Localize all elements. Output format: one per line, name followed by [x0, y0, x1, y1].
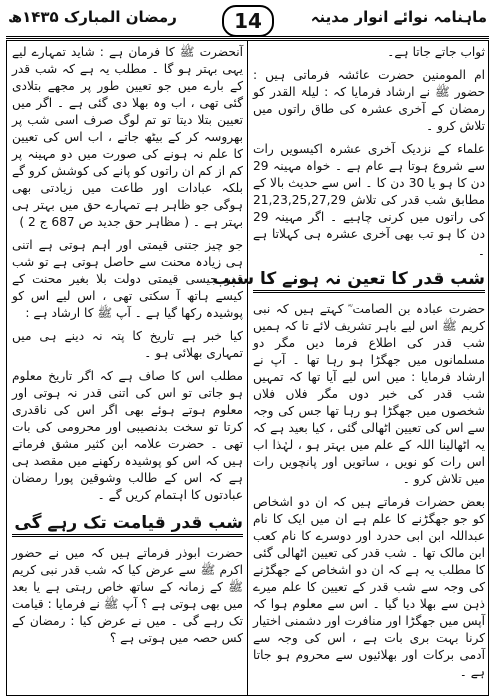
- left-paragraph-1: آنحضرت ﷺ کا فرمان ہے : شاید تمہارے لیے یہی بہتر ہو گا ۔ مطلب یہ ہے کہ شب قدر کے بارے میں جو تعیین طور پر مجھے بتلادی گئی تھی ، اب وہ بھلا دی گئی ہے ۔ اگر میں تعیین بتلا دیتا تو تم لوگ صرف اسی شب پر بھروسہ کر کے بیٹھ جاتے ، اب اس کی تعیین کا علم نہ ہونے کی صورت میں دو مہینہ پر کم از کم ان راتوں کو پانے کی کوشش کرو گے بلکہ عبادات اور طاعت میں زیادتی بھی ہوگی جو ظاہر ہے تمہارے حق میں بہتر ہی بہتر ہے ۔ ( مظاہر حق جدید ص 687 ج 2 ): [12, 45, 243, 229]
- right-paragraph-4: بعض حضرات فرماتے ہیں کہ ان دو اشخاص کو جو جھگڑنے کا علم ہے ان میں ایک کا نام عبداللہ ابن ابی حدرد اور دوسرے کا نام کعب ابن مالک تھا ۔ شب قدر کی تعیین اٹھالی گئی کا مطلب یہ ہے کہ ان دو اشخاص کے جھگڑنے کی وجہ سے شب قدر کے تعیین کا علم میرے ذہن سے بھلا دیا گیا ۔ اس سے معلوم ہوا کہ آپس میں جھگڑا اور منافرت اور دشمنی اختیار کرنا بہت بری بات ہے ، اس کی وجہ سے آدمی برکات اور بھلائیوں سے محروم ہو جاتا ہے ۔: [253, 495, 485, 679]
- left-column: [12, 44, 243, 692]
- section-heading-until-qiyamat: شب قدر قیامت تک رہے گی: [12, 512, 243, 537]
- left-paragraph-2: جو چیز جتنی قیمتی اور اہم ہوتی ہے اتنی ہی زیادہ محنت سے حاصل ہوتی ہے تو شب قدر جیسی قیمتی دولت بلا بغیر محنت کے کیسے ہاتھ آ سکتی تھی ، اس لیے اس کو پوشیدہ رکھا گیا ہے ۔ آپ ﷺ کا ارشاد ہے :: [12, 238, 243, 320]
- right-paragraph-1: ام المومنین حضرت عائشہ فرماتی ہیں : حضور ﷺ نے ارشاد فرمایا کہ : لیلۃ القدر کو رمضان کے آخری عشرہ کی طاق راتوں میں تلاش کرو ۔: [253, 68, 485, 133]
- magazine-title: ماہنامہ نوائے انوار مدینہ: [310, 8, 487, 26]
- left-paragraph-3: کیا خبر ہے تاریخ کا پتہ نہ دینے ہی میں تمہاری بھلائی ہو ۔: [12, 329, 243, 360]
- header-rule: [6, 36, 489, 39]
- right-paragraph-3: حضرت عبادہ بن الصامت ؓ کہتے ہیں کہ نبی کریم ﷺ اس لیے باہر تشریف لائے تا کہ ہمیں شب قدر کی اطلاع فرما دیں مگر دو مسلمانوں میں جھگڑا ہو رہا تھا ۔ آپ نے ارشاد فرمایا : میں اس لیے آیا تھا کہ تمہیں شب قدر کی خبر دوں مگر فلاں فلاں شخصوں میں جھگڑا ہو رہا تھا جس کی وجہ سے اس کی تعیین اٹھالی گئی ، کیا بعید ہے کہ یہ اٹھالینا اللہ کے علم میں بہتر ہو ، لہٰذا اب اس رات کو نویں ، ساتویں اور پانچویں رات میں تلاش کرو ۔: [253, 302, 485, 486]
- right-intro: ثواب جاتے جاتا ہے۔: [387, 45, 485, 59]
- right-paragraph-2: علماء کے نزدیک آخری عشرہ اکیسویں رات سے شروع ہوتا ہے عام ہے ۔ خواہ مہینہ 29 دن کا ہو یا 30 دن کا ۔ اس سے حدیث بالا کے مطابق شب قدر کی تلاش 21,23,25,27,29 کی راتوں میں کرنی چاہیے ۔ اگر مہینہ 29 دن کا ہو تب بھی آخری عشرہ ہی کہلاتا ہے ۔: [253, 142, 486, 258]
- issue-date: رمضان المبارک ۱۴۳۵ھ: [8, 8, 177, 26]
- column-divider: [247, 40, 248, 696]
- left-paragraph-5: حضرت ابوذر فرماتے ہیں کہ میں نے حضور اکرم ﷺ سے عرض کیا کہ شب قدر نبی کریم ﷺ کے زمانہ کے ساتھ خاص رہتی ہے یا بعد میں بھی ہوتی ہے ؟ آپ ﷺ نے فرمایا : قیامت تک رہے گی ۔ میں نے عرض کیا : رمضان کے کس حصہ میں ہوتی ہے ؟: [12, 546, 243, 645]
- page-header: [6, 4, 489, 42]
- page-number: 14: [222, 5, 274, 37]
- left-paragraph-4: مطلب اس کا صاف ہے کہ اگر تاریخ معلوم ہو جاتی تو اس کی اتنی قدر نہ ہوتی اور معلوم ہوتے ہوئے بھی اگر اس کی ناقدری کرتا تو سخت بدنصیبی اور محرومی کی بات تھی ۔ حضرت علامہ ابن کثیر مشق فرماتے ہیں کہ اس کو پوشیدہ رکھنے میں مقصد ہی ہے کہ اس کے طالب وشوقین پورا رمضان عبادتوں کا اہتمام کریں گے ۔: [12, 369, 243, 502]
- right-column: [212, 44, 486, 692]
- section-heading-shab-qadr-reason: شب قدر کا تعین نہ ہونے کا سبب: [253, 268, 485, 293]
